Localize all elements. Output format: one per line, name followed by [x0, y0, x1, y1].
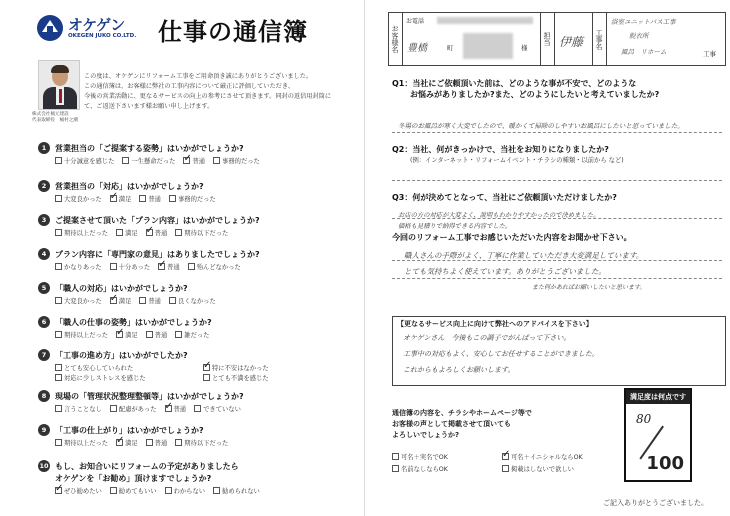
question-number: 4 — [38, 248, 50, 260]
option[interactable]: とても安心していられた — [55, 362, 195, 372]
q4-title: 今回のリフォーム工事でお感じいただいた内容をお聞かせ下さい。 — [392, 233, 632, 242]
checkbox[interactable] — [55, 229, 62, 236]
option[interactable]: 良くなかった — [169, 295, 216, 305]
q4-answer-3[interactable]: また何かあればお願いしたいと思います。 — [532, 284, 646, 291]
name-redacted — [463, 33, 513, 59]
option[interactable]: 普通 — [146, 437, 168, 447]
checkbox[interactable] — [55, 487, 62, 494]
score-box — [624, 388, 692, 482]
option[interactable]: 対応に少しストレスを感じた — [55, 372, 195, 382]
question-5 — [38, 282, 358, 305]
checkbox[interactable] — [169, 297, 176, 304]
checkbox[interactable] — [203, 364, 210, 371]
question-number: 10 — [39, 462, 49, 470]
question-2 — [38, 180, 358, 203]
checkbox[interactable] — [139, 297, 146, 304]
checkbox[interactable] — [110, 405, 117, 412]
work-label: 工事名 — [593, 13, 607, 65]
checkbox[interactable] — [183, 157, 190, 164]
publish-question: 通信簿の内容を、チラシやホームページ等で お客様の声として掲載させて頂いても よろしいでしょうか? — [392, 409, 532, 439]
q3-title: Q3：何が決めてとなって、当社にご依頼頂いただけましたか? — [392, 193, 617, 202]
option[interactable]: 期待以上だった — [55, 227, 108, 237]
option[interactable]: 雑だった — [175, 329, 209, 339]
checkbox[interactable] — [55, 364, 62, 371]
work-suffix: 工事 — [703, 50, 716, 58]
q4-answer-2[interactable]: とても気持ちよく使えています。ありがとうございました。 — [404, 267, 606, 276]
checkbox[interactable] — [55, 195, 62, 202]
question-number: 5 — [38, 282, 50, 294]
checkbox[interactable] — [146, 439, 153, 446]
question-number: 7 — [38, 349, 50, 361]
right-page — [372, 4, 724, 512]
option[interactable]: ✓ 特に不安はなかった — [203, 362, 343, 372]
publish-option[interactable]: ✓ 可名＋イニシャルならOK — [502, 450, 612, 462]
option[interactable]: ✓ 普通 — [183, 155, 205, 165]
question-title: 10 もし、お知合いにリフォームの予定がありましたら — [39, 461, 239, 471]
publish-options — [392, 450, 620, 474]
advice-box — [392, 316, 726, 386]
checkbox[interactable] — [146, 331, 153, 338]
page-fold — [364, 0, 365, 516]
question-title-2: オケゲンを「お勧め」頂けますでしょうか? — [55, 473, 212, 483]
q3-answer-1[interactable]: お店の方の対応が大変よく、説明もわかりやすかったので決めました。 — [398, 212, 600, 219]
option[interactable]: 殆んどなかった — [188, 261, 241, 271]
publish-option[interactable]: 可名＋実名でOK — [392, 450, 502, 462]
advice-answer-1[interactable]: オケゲンさん 今後もこの調子でがんばって下さい。 — [403, 334, 571, 342]
checkbox[interactable] — [194, 405, 201, 412]
question-title: 6 「職人の仕事の姿勢」はいかがでしょうか? — [38, 316, 358, 328]
question-4 — [38, 248, 358, 271]
logo-brand: オケゲン — [68, 16, 125, 34]
option[interactable]: 普通 — [139, 295, 161, 305]
q1-answer[interactable]: 冬場のお風呂が寒く大変でしたので、暖かくて掃除のしやすいお風呂にしたいと思っていました。 — [398, 122, 684, 130]
checkbox[interactable] — [116, 331, 123, 338]
question-number: 3 — [38, 214, 50, 226]
option[interactable]: 期待以下だった — [175, 437, 228, 447]
question-1 — [38, 142, 358, 165]
option[interactable]: 普通 — [139, 193, 161, 203]
option[interactable]: ✓ 満足 — [110, 295, 132, 305]
q3-answer-2[interactable]: 価格も見積りで納得できる内容でした。 — [398, 223, 512, 230]
page-title: 仕事の通信簿 — [158, 18, 308, 46]
question-10 — [38, 460, 358, 495]
q1-title: Q1：当社にご依頼頂いた前は、どのような事が不安で、どのような — [392, 79, 637, 88]
option[interactable]: 期待以上だった — [55, 437, 108, 447]
staff-label: 担当 — [541, 13, 555, 65]
score-value[interactable]: 80 — [636, 412, 652, 426]
option[interactable]: ✓ 満足 — [116, 437, 138, 447]
q2-title: Q2：当社、何がきっかけで、当社をお知りになりましたか? — [392, 145, 609, 154]
option[interactable]: 言うことなし — [55, 403, 102, 413]
checkbox[interactable] — [165, 405, 172, 412]
q1 — [392, 78, 722, 100]
checkbox[interactable] — [139, 195, 146, 202]
work-line-1: 浴室ユニットバス工事 — [611, 18, 676, 26]
checkbox[interactable] — [116, 439, 123, 446]
checkbox[interactable] — [502, 453, 509, 460]
handwritten-area: 豊橋 — [407, 43, 427, 54]
question-title: 1 営業担当の「ご提案する姿勢」はいかがでしょうか? — [38, 142, 358, 154]
staff-name-field[interactable] — [555, 13, 593, 65]
option[interactable]: 勧めてもいい — [110, 485, 157, 495]
customer-info-table — [388, 12, 726, 66]
question-title: 8 現場の「管理状況整理整頓等」はいかがでしょうか? — [38, 390, 358, 402]
checkbox[interactable] — [55, 331, 62, 338]
question-title: 9 「工事の仕上がり」はいかがでしょうか? — [38, 424, 358, 436]
checkbox[interactable] — [55, 405, 62, 412]
q2-subtitle: (例：インターネット・リフォームイベント・チラシの種類・以前から など) — [410, 157, 624, 164]
question-number: 6 — [38, 316, 50, 328]
work-line-3: 風呂 リホーム — [621, 48, 667, 56]
phone-label: お電話 — [406, 18, 425, 25]
checkbox[interactable] — [213, 157, 220, 164]
option[interactable]: 十分あった — [110, 261, 150, 271]
checkbox[interactable] — [175, 331, 182, 338]
checkbox[interactable] — [55, 439, 62, 446]
customer-name-field[interactable] — [403, 13, 541, 65]
option[interactable]: 大変良かった — [55, 295, 102, 305]
question-title: 5 「職人の対応」はいかがでしょうか? — [38, 282, 358, 294]
advice-title: 【更なるサービス向上に向けて弊社へのアドバイスを下さい】 — [397, 320, 593, 328]
work-line-2: 脱衣所 — [629, 32, 649, 40]
checkbox[interactable] — [146, 229, 153, 236]
option[interactable]: 勧められない — [213, 485, 260, 495]
option[interactable]: 満足 — [116, 227, 138, 237]
phone-redacted — [437, 17, 533, 24]
option[interactable]: 普通 — [146, 329, 168, 339]
thanks-text: ご記入ありがとうございました。 — [603, 499, 708, 507]
checkbox[interactable] — [55, 263, 62, 270]
checkbox[interactable] — [175, 229, 182, 236]
checkbox[interactable] — [188, 263, 195, 270]
photo-caption: 株式会社桶元建設 代表取締役 桶村之潮 — [32, 112, 78, 123]
score-title: 満足度は何点ですか? — [626, 390, 690, 404]
customer-label: お客様名 — [389, 13, 403, 65]
checkbox[interactable] — [169, 195, 176, 202]
publish-option[interactable]: 掲載はしないで欲しい — [502, 462, 612, 474]
logo-subtitle: OKEGEN JUKO CO.LTD. — [68, 33, 137, 39]
option[interactable]: 事務的だった — [213, 155, 260, 165]
option[interactable]: わからない — [165, 485, 205, 495]
checkbox[interactable] — [55, 297, 62, 304]
checkbox[interactable] — [55, 374, 62, 381]
checkbox[interactable] — [502, 465, 509, 472]
sama-label: 様 — [521, 44, 528, 52]
question-9 — [38, 424, 358, 447]
question-6 — [38, 316, 358, 339]
checkbox[interactable] — [392, 453, 399, 460]
option[interactable]: 事務的だった — [169, 193, 216, 203]
question-title: 7 「工事の進め方」はいかがでしたか? — [38, 349, 358, 361]
checkbox[interactable] — [110, 487, 117, 494]
option[interactable]: ✓ 普通 — [165, 403, 187, 413]
option[interactable]: ✓ 普通 — [146, 227, 168, 237]
question-title: 2 営業担当の「対応」はいかがでしょうか? — [38, 180, 358, 192]
option[interactable]: できていない — [194, 403, 241, 413]
publish-option[interactable]: 名前なしならOK — [392, 462, 502, 474]
staff-name: 伊藤 — [559, 35, 584, 49]
president-photo — [38, 60, 80, 110]
question-number: 1 — [38, 142, 50, 154]
checkbox[interactable] — [158, 263, 165, 270]
question-number: 8 — [38, 390, 50, 402]
option[interactable]: 一生懸命だった — [122, 155, 175, 165]
question-title: 4 プラン内容に「専門家の意見」はありましたでしょうか? — [38, 248, 358, 260]
option[interactable]: ✓ 満足 — [110, 193, 132, 203]
checkbox[interactable] — [213, 487, 220, 494]
checkbox[interactable] — [55, 157, 62, 164]
advice-answer-3[interactable]: これからもよろしくお願いします。 — [403, 366, 515, 374]
question-number: 2 — [38, 180, 50, 192]
checkbox[interactable] — [116, 229, 123, 236]
question-title: 3 ご提案させて頂いた「プラン内容」はいかがでしょうか? — [38, 214, 358, 226]
q4-answer-1[interactable]: 職人さんの手際がよく、丁寧に作業していただき大変満足しています。 — [404, 251, 644, 260]
intro-text: この度は、オケゲンにリフォーム工事をご用命頂き誠にありがとうございました。 この通信簿は、お客様に弊社の工事内容について厳正に評価していただき、 今後の営業活動に、更なるサービスの向上の参考にさせて頂きます。同封の返信用封筒に て、ご返送下さいます様お願い申し上げます。 — [84, 73, 332, 110]
checkbox[interactable] — [203, 374, 210, 381]
option[interactable]: とても不満を感じた — [203, 372, 343, 382]
checkbox[interactable] — [110, 195, 117, 202]
advice-answer-2[interactable]: 工事中の対応もよく、安心してお任せすることができました。 — [403, 350, 599, 358]
left-page — [8, 4, 358, 512]
option[interactable]: ✓ 満足 — [116, 329, 138, 339]
option[interactable]: 期待以下だった — [175, 227, 228, 237]
score-max: 100 — [646, 453, 684, 474]
option[interactable]: ✓ ぜひ勧めたい — [55, 485, 102, 495]
q3 — [392, 192, 722, 203]
q4 — [392, 232, 722, 243]
q1-title-2: お悩みがありましたか?また、どのようにしたいと考えていましたか? — [410, 90, 660, 99]
q2 — [392, 144, 722, 164]
question-number: 9 — [38, 424, 50, 436]
checkbox[interactable] — [165, 487, 172, 494]
question-7 — [38, 349, 358, 382]
logo-mark-icon — [36, 14, 64, 42]
question-8 — [38, 390, 358, 413]
option[interactable]: 大変良かった — [55, 193, 102, 203]
checkbox[interactable] — [392, 465, 399, 472]
option[interactable]: 期待以上だった — [55, 329, 108, 339]
town-label: 町 — [447, 44, 454, 52]
option[interactable]: 配慮があった — [110, 403, 157, 413]
work-name-field[interactable] — [607, 13, 725, 65]
logo — [36, 12, 156, 46]
question-3 — [38, 214, 358, 237]
checkbox[interactable] — [110, 297, 117, 304]
checkbox[interactable] — [122, 157, 129, 164]
option[interactable]: かなりあった — [55, 261, 102, 271]
checkbox[interactable] — [175, 439, 182, 446]
option[interactable]: 十分誠意を感じた — [55, 155, 114, 165]
checkbox[interactable] — [110, 263, 117, 270]
option[interactable]: ✓ 普通 — [158, 261, 180, 271]
